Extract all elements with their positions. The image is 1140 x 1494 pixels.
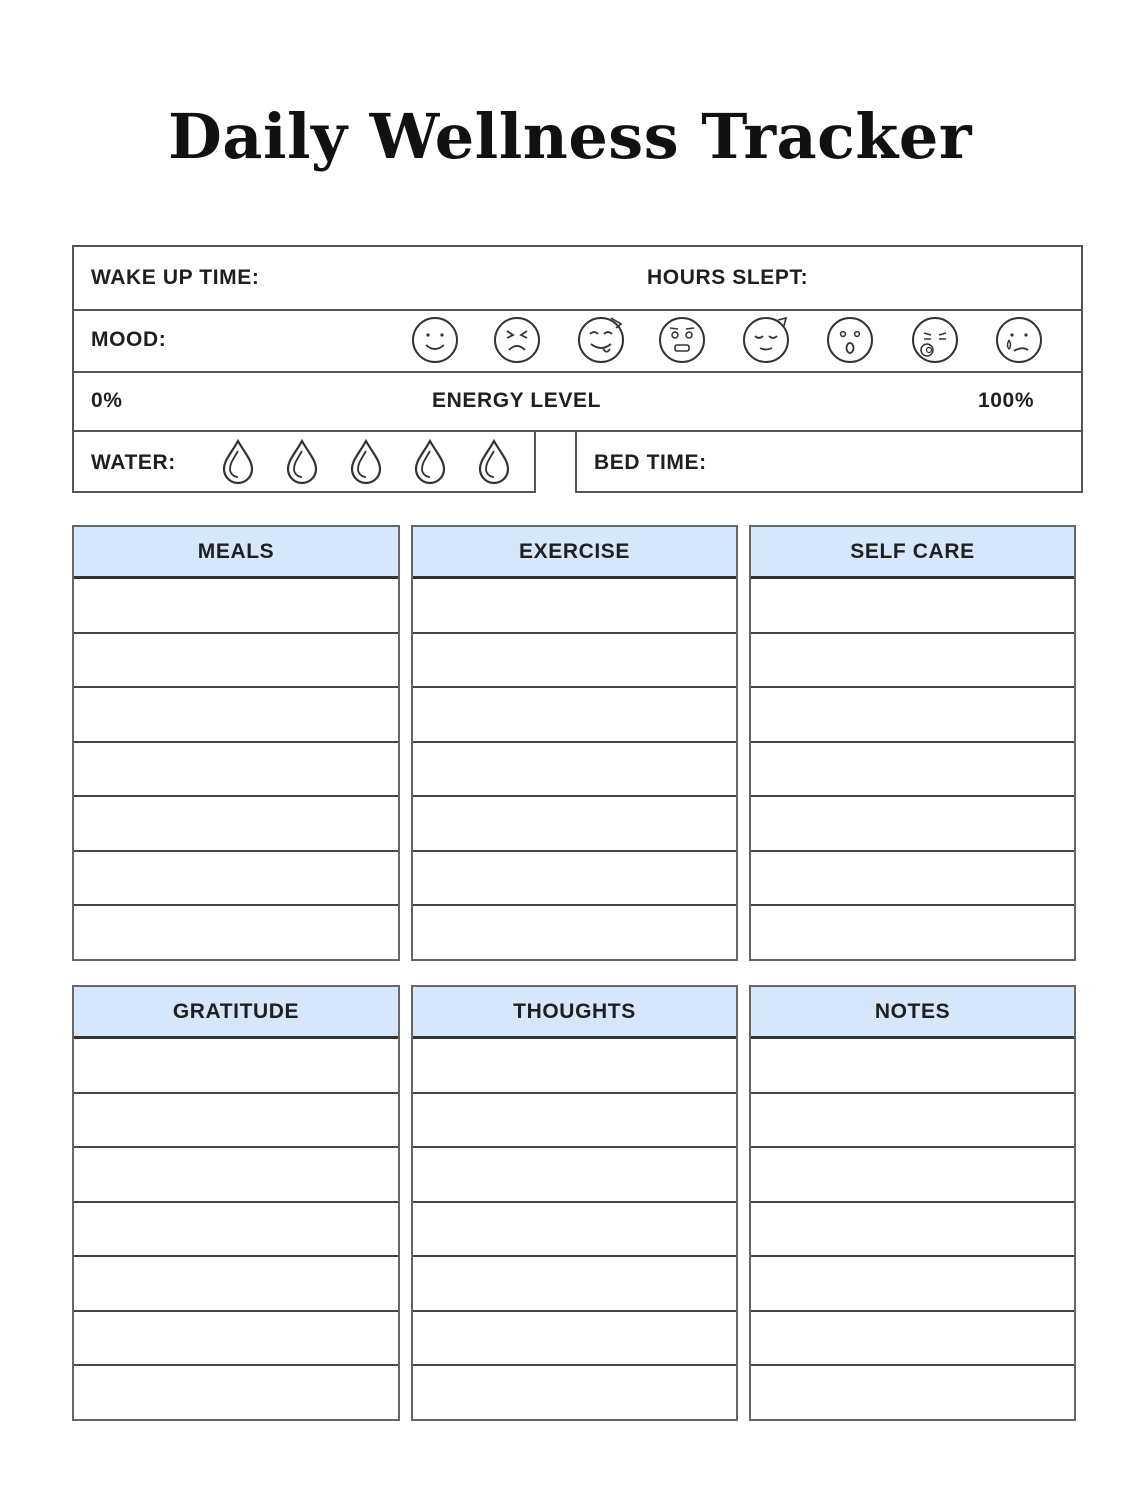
water-drop-icon[interactable] xyxy=(348,438,384,486)
entry-line[interactable] xyxy=(74,1366,398,1421)
entry-line[interactable] xyxy=(74,743,398,798)
section-gratitude xyxy=(72,985,400,1421)
entry-line[interactable] xyxy=(74,1039,398,1094)
section-notes xyxy=(749,985,1076,1421)
entry-line[interactable] xyxy=(74,1203,398,1258)
section-title: EXERCISE xyxy=(519,539,630,563)
water-drop-icon[interactable] xyxy=(476,438,512,486)
entry-line[interactable] xyxy=(751,1366,1074,1421)
entry-line[interactable] xyxy=(413,579,736,634)
entry-line[interactable] xyxy=(751,634,1074,689)
entry-line[interactable] xyxy=(74,1148,398,1203)
entry-line[interactable] xyxy=(413,1312,736,1367)
bed-time-label: BED TIME: xyxy=(594,451,707,474)
section-exercise xyxy=(411,525,738,961)
entry-line[interactable] xyxy=(413,688,736,743)
entry-line[interactable] xyxy=(751,579,1074,634)
section-title: GRATITUDE xyxy=(172,999,300,1023)
section-header xyxy=(751,987,1074,1039)
entry-line[interactable] xyxy=(413,852,736,907)
entry-line[interactable] xyxy=(413,743,736,798)
section-title: MEALS xyxy=(197,539,275,563)
entry-line[interactable] xyxy=(751,1094,1074,1149)
page-title: Daily Wellness Tracker xyxy=(168,100,972,173)
entry-line[interactable] xyxy=(413,1257,736,1312)
entry-line[interactable] xyxy=(751,1148,1074,1203)
entry-line[interactable] xyxy=(74,797,398,852)
crying-face-icon[interactable] xyxy=(994,315,1044,365)
entry-line[interactable] xyxy=(751,906,1074,961)
water-drop-icon[interactable] xyxy=(284,438,320,486)
entry-line[interactable] xyxy=(751,1039,1074,1094)
water-label: WATER: xyxy=(91,451,176,474)
anxious-face-icon[interactable] xyxy=(657,315,707,365)
hours-slept-label: HOURS SLEPT: xyxy=(647,266,809,289)
energy-min-label: 0% xyxy=(91,389,123,412)
entry-line[interactable] xyxy=(413,906,736,961)
entry-line[interactable] xyxy=(74,579,398,634)
section-self-care xyxy=(749,525,1076,961)
water-drop-icon[interactable] xyxy=(412,438,448,486)
entry-line[interactable] xyxy=(751,852,1074,907)
sick-face-icon[interactable] xyxy=(910,315,960,365)
section-title: NOTES xyxy=(874,999,951,1023)
entry-line[interactable] xyxy=(751,1203,1074,1258)
entry-line[interactable] xyxy=(751,797,1074,852)
energy-level-label: ENERGY LEVEL xyxy=(432,389,602,412)
surprised-face-icon[interactable] xyxy=(825,315,875,365)
section-title: THOUGHTS xyxy=(513,999,636,1023)
info-table xyxy=(72,245,1083,432)
sleep-row xyxy=(74,247,1081,311)
entry-line[interactable] xyxy=(413,634,736,689)
section-header xyxy=(74,527,398,579)
section-header xyxy=(751,527,1074,579)
entry-line[interactable] xyxy=(74,1257,398,1312)
entry-line[interactable] xyxy=(751,688,1074,743)
water-box xyxy=(72,430,536,493)
entry-line[interactable] xyxy=(74,1094,398,1149)
entry-line[interactable] xyxy=(413,1366,736,1421)
section-header xyxy=(74,987,398,1039)
entry-line[interactable] xyxy=(74,906,398,961)
entry-line[interactable] xyxy=(413,1148,736,1203)
mood-label: MOOD: xyxy=(91,328,167,351)
energy-row xyxy=(74,371,1081,432)
entry-line[interactable] xyxy=(74,688,398,743)
smile-face-icon[interactable] xyxy=(410,315,460,365)
energy-max-label: 100% xyxy=(978,389,1035,412)
entry-line[interactable] xyxy=(413,797,736,852)
frustrated-face-icon[interactable] xyxy=(492,315,542,365)
section-title: SELF CARE xyxy=(850,539,975,563)
entry-line[interactable] xyxy=(751,1312,1074,1367)
entry-line[interactable] xyxy=(413,1039,736,1094)
section-header xyxy=(413,987,736,1039)
entry-line[interactable] xyxy=(751,1257,1074,1312)
silly-face-icon[interactable] xyxy=(576,315,626,365)
bed-time-box xyxy=(575,430,1083,493)
entry-line[interactable] xyxy=(413,1203,736,1258)
entry-line[interactable] xyxy=(751,743,1074,798)
entry-line[interactable] xyxy=(413,1094,736,1149)
mood-row xyxy=(74,309,1081,373)
water-drop-icon[interactable] xyxy=(220,438,256,486)
relieved-face-icon[interactable] xyxy=(741,315,791,365)
wake-up-time-label: WAKE UP TIME: xyxy=(91,266,260,289)
section-meals xyxy=(72,525,400,961)
entry-line[interactable] xyxy=(74,634,398,689)
entry-line[interactable] xyxy=(74,1312,398,1367)
entry-line[interactable] xyxy=(74,852,398,907)
section-header xyxy=(413,527,736,579)
section-thoughts xyxy=(411,985,738,1421)
